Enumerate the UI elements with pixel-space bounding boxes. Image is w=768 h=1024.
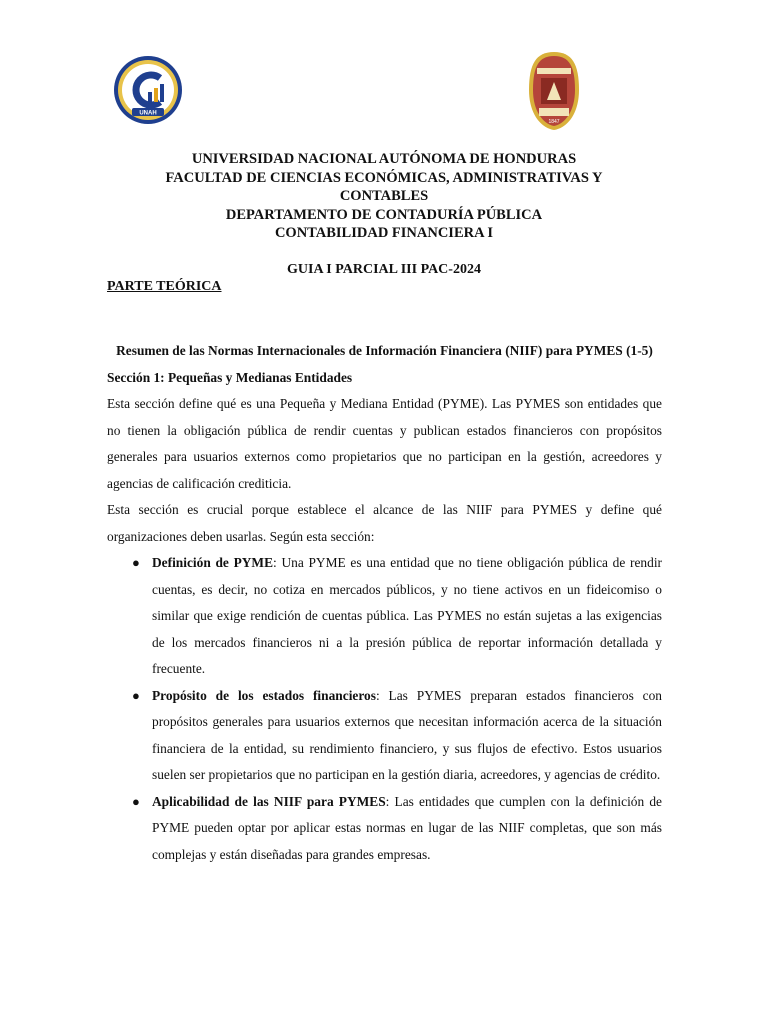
document-header bbox=[100, 150, 668, 243]
bullet-term: Propósito de los estados financieros bbox=[152, 687, 376, 703]
section-1-paragraph-2: Esta sección es crucial porque establece el alcance de las NIIF para PYMES y define qué organizaciones deben usarlas. Según esta sección: bbox=[107, 502, 662, 544]
bullet-icon: ● bbox=[132, 687, 140, 703]
bullet-term: Definición de PYME bbox=[152, 555, 274, 570]
section-heading-parte-teorica: PARTE TEÓRICA bbox=[107, 279, 222, 294]
faculty-name-line1: FACULTAD DE CIENCIAS ECONÓMICAS, ADMINISTRATIVAS Y bbox=[165, 169, 603, 186]
list-item bbox=[132, 683, 662, 789]
section-1-bullet-list bbox=[107, 550, 662, 868]
bullet-icon: ● bbox=[132, 555, 140, 570]
course-name: CONTABILIDAD FINANCIERA I bbox=[274, 225, 494, 241]
list-item bbox=[132, 550, 662, 683]
summary-title: Resumen de las Normas Internacionales de Información Financiera (NIIF) para PYMES (1-5) bbox=[116, 343, 653, 358]
section-1-title: Sección 1: Pequeñas y Medianas Entidades bbox=[107, 369, 353, 385]
university-seal bbox=[527, 50, 581, 132]
list-item bbox=[132, 789, 662, 869]
svg-text:1847: 1847 bbox=[548, 119, 560, 125]
bullet-text: : Las entidades que cumplen con la definición de PYME pueden optar por aplicar estas normas en lugar de las NIIF completas, que son más complejas y están diseñadas para grandes empresas. bbox=[152, 793, 662, 862]
guide-title: GUIA I PARCIAL III PAC-2024 bbox=[287, 262, 481, 277]
document-body bbox=[107, 338, 662, 868]
department-name: DEPARTAMENTO DE CONTADURÍA PÚBLICA bbox=[225, 206, 543, 223]
svg-text:UNAH: UNAH bbox=[139, 110, 157, 117]
bullet-term: Aplicabilidad de las NIIF para PYMES bbox=[152, 793, 386, 809]
section-1-paragraph-1: Esta sección define qué es una Pequeña y Mediana Entidad (PYME). Las PYMES son entidades que no tienen la obligación pública de rendir cuentas y publican estados financieros con propósitos generales para usuarios externos como propietarios que no participan en la gestión, acreedores y agencias de calificación crediticia. bbox=[107, 396, 662, 491]
bullet-text: : Las PYMES preparan estados financieros con propósitos generales para usuarios externos que necesitan información acerca de la situación financiera de la entidad, su rendimiento financiero, y sus flujos de efectivo. Estos usuarios suelen ser propietarios que no participan en la gestión diaria, acreedores, y agencias de crédito. bbox=[152, 687, 662, 782]
faculty-logo bbox=[112, 54, 184, 126]
university-name: UNIVERSIDAD NACIONAL AUTÓNOMA DE HONDURAS bbox=[191, 151, 577, 167]
faculty-name-line2: CONTABLES bbox=[339, 188, 429, 204]
bullet-icon: ● bbox=[132, 793, 140, 809]
bullet-text: : Una PYME es una entidad que no tiene obligación pública de rendir cuentas, es decir, no cotiza en mercados públicos, y no tiene activos en un fideicomiso o similar que exige rendición de cuentas pública. Las PYMES no están sujetas a las exigencias de los mercados financieros ni a la presión pública de reportar información detallada y frecuente. bbox=[152, 555, 662, 676]
